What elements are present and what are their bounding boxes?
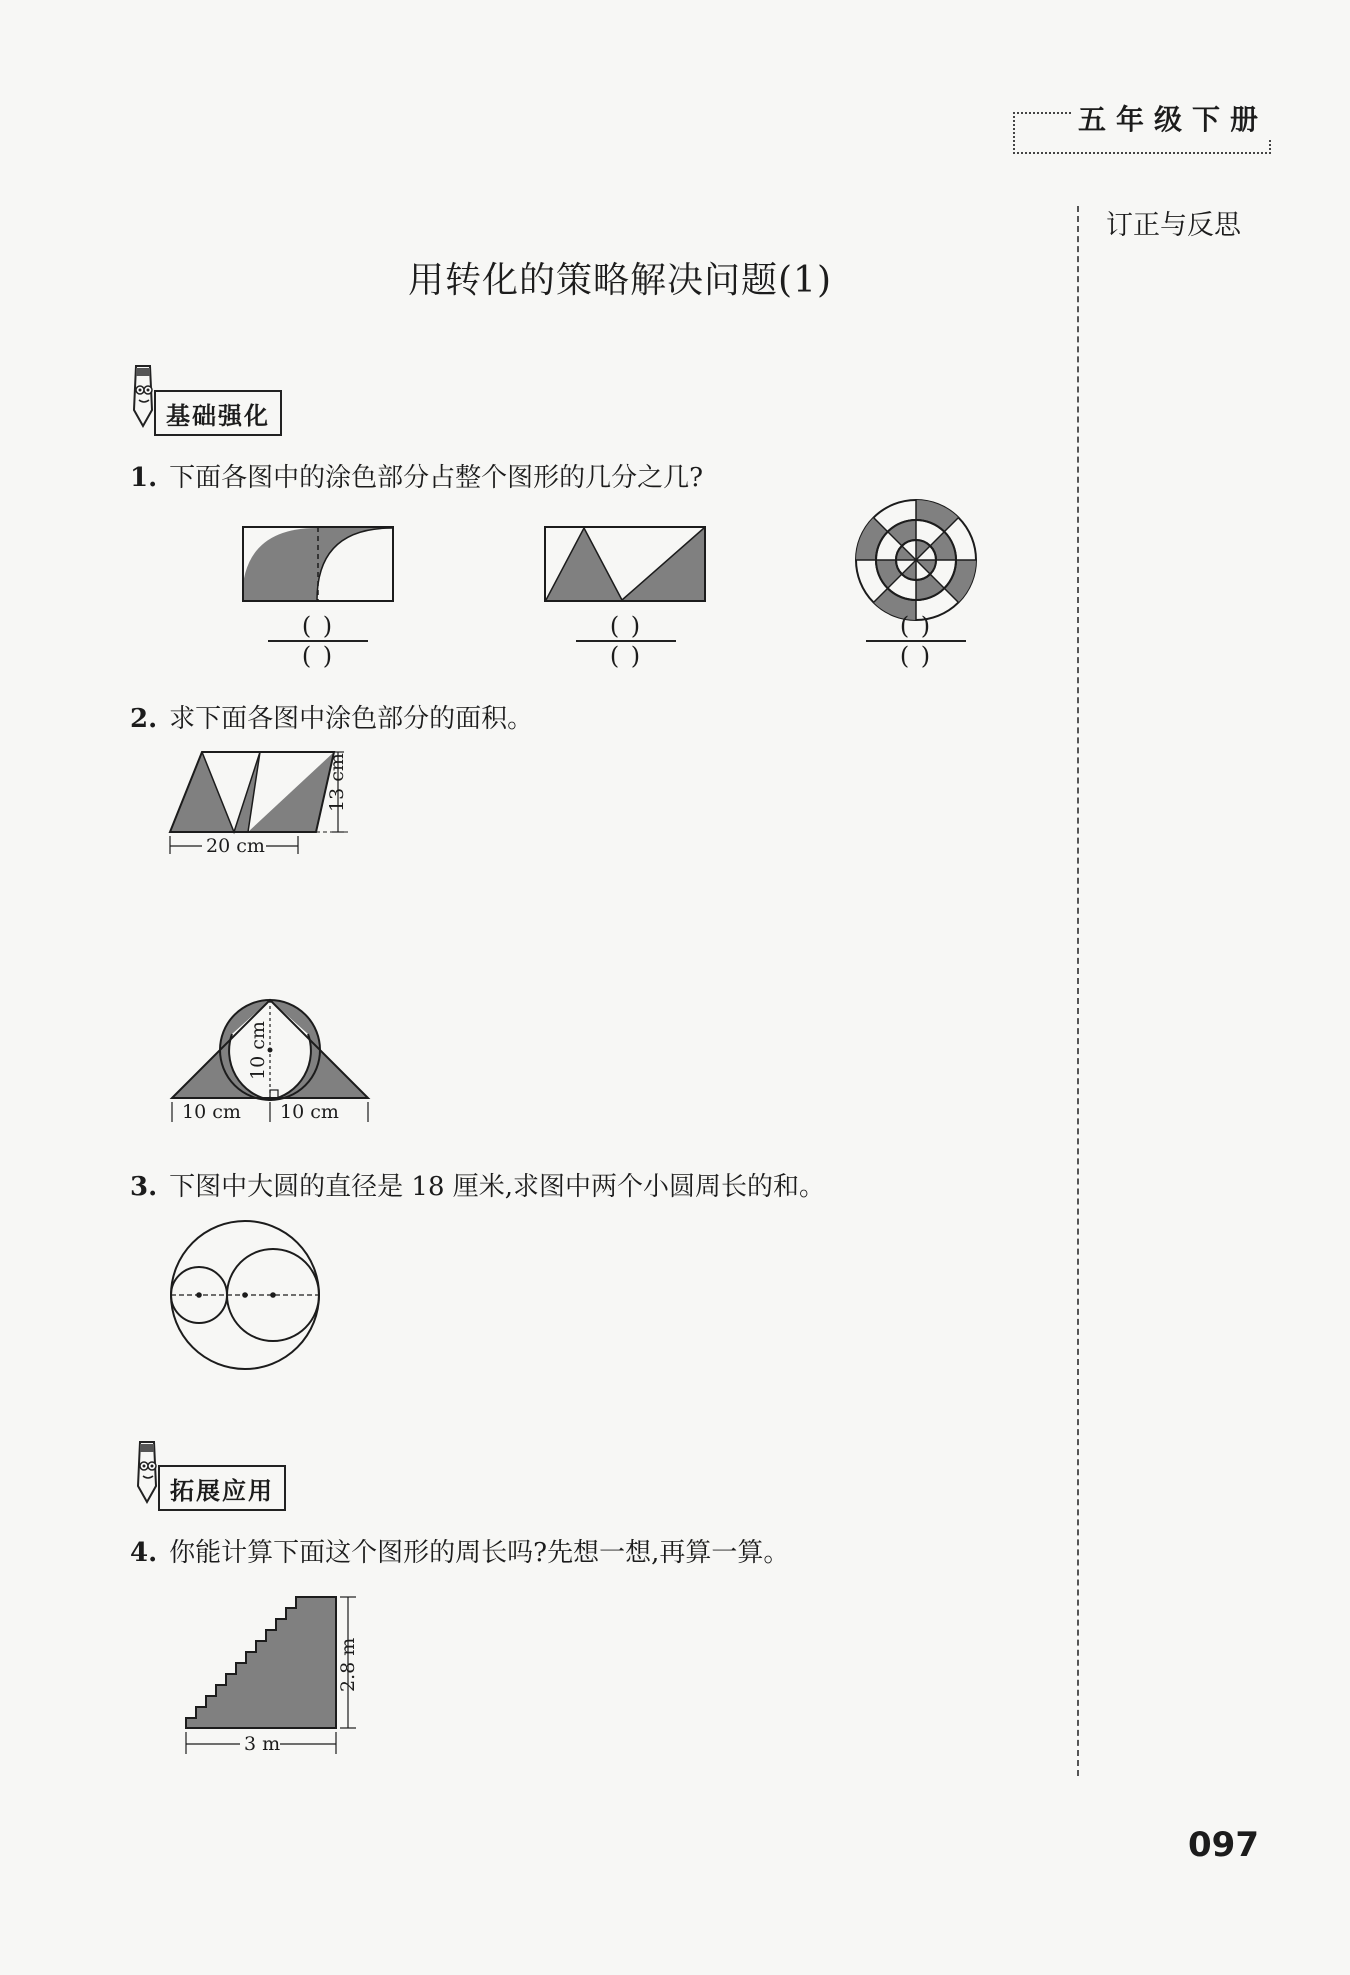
q2b-left-label: 10 cm	[182, 1101, 241, 1123]
question-3	[130, 1166, 825, 1203]
q1-b-denominator[interactable]: ( )	[609, 642, 643, 670]
q2-figure-b	[168, 990, 374, 1128]
section-extend-badge: 拓展应用	[158, 1465, 286, 1511]
q2b-height-label: 10 cm	[247, 1021, 269, 1080]
q1-a-numerator[interactable]: ( )	[301, 612, 335, 640]
q1-b-numerator[interactable]: ( )	[609, 612, 643, 640]
page-title: 用转化的策略解决问题(1)	[408, 260, 832, 301]
q1-answer-a[interactable]	[268, 612, 368, 670]
q1-figure-b	[544, 526, 706, 602]
question-3-text: 下图中大圆的直径是 18 厘米,求图中两个小圆周长的和。	[169, 1172, 826, 1202]
q1-answer-c[interactable]	[866, 612, 966, 670]
q4-staircase-figure	[180, 1592, 370, 1762]
question-4-text: 你能计算下面这个图形的周长吗?先想一想,再算一算。	[169, 1538, 790, 1568]
question-4	[130, 1532, 789, 1569]
q2-figure-a	[166, 748, 356, 860]
q1-answer-b[interactable]	[576, 612, 676, 670]
margin-divider	[1077, 206, 1079, 1776]
q1-figure-c	[854, 498, 978, 622]
q4-height-label: 2.8 m	[337, 1637, 359, 1692]
q3-figure	[168, 1218, 322, 1372]
question-2	[130, 698, 533, 735]
q1-c-numerator[interactable]: ( )	[899, 612, 933, 640]
question-2-text: 求下面各图中涂色部分的面积。	[169, 704, 534, 734]
question-3-number: 3.	[130, 1172, 158, 1202]
q1-figure-a	[242, 526, 394, 602]
q2b-right-label: 10 cm	[280, 1101, 339, 1123]
q2a-width-label: 20 cm	[206, 835, 265, 857]
grade-label: 五年级下册	[1072, 98, 1274, 138]
q1-c-denominator[interactable]: ( )	[899, 642, 933, 670]
q4-width-label: 3 m	[244, 1733, 281, 1755]
section-basic-badge: 基础强化	[154, 390, 282, 436]
question-1-number: 1.	[130, 463, 158, 493]
margin-title: 订正与反思	[1106, 210, 1241, 241]
question-4-number: 4.	[130, 1538, 158, 1568]
q1-a-denominator[interactable]: ( )	[301, 642, 335, 670]
question-1-text: 下面各图中的涂色部分占整个图形的几分之几?	[169, 463, 704, 493]
question-2-number: 2.	[130, 704, 158, 734]
q2a-height-label: 13 cm	[326, 753, 348, 812]
question-1	[130, 457, 703, 494]
page-number: 097	[1188, 1825, 1259, 1865]
